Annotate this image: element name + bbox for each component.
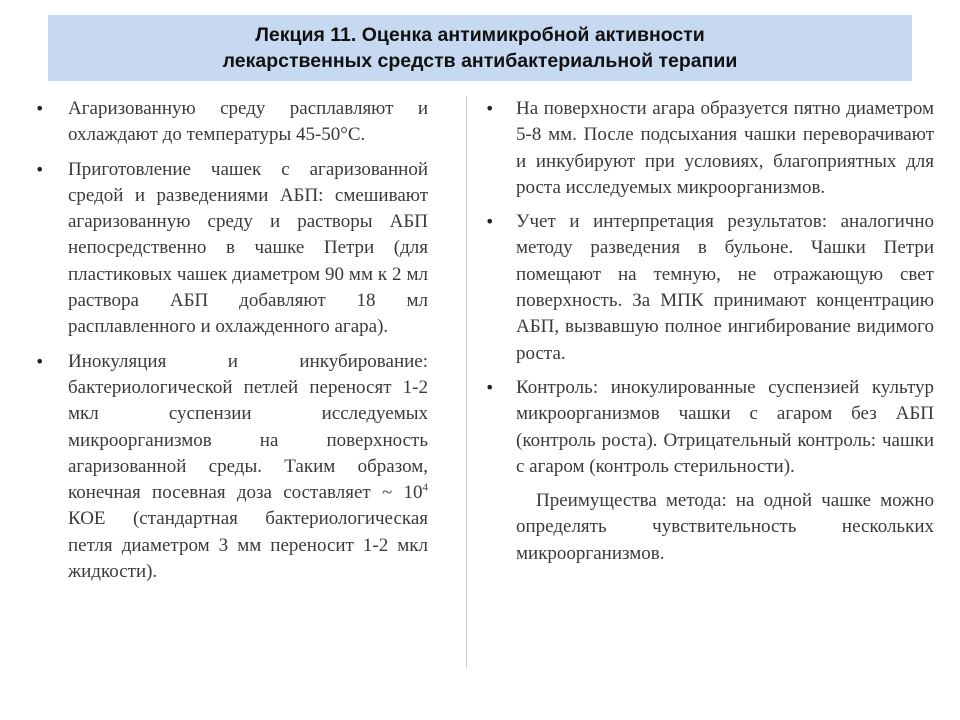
slide-title-line-2: лекарственных средств антибактериальной терапии	[222, 50, 738, 72]
bullet-item-melting	[32, 96, 428, 149]
right-column	[482, 96, 934, 567]
bullet-item-plate-preparation	[32, 157, 428, 341]
left-column	[32, 96, 428, 593]
bullet-item-inoculation	[32, 349, 428, 586]
method-advantages-paragraph: Преимущества метода: на одной чашке можно определять чувствительность нескольких микроорганизмов.	[516, 490, 934, 564]
bullet-item-results	[482, 209, 934, 367]
bullet-text: Учет и интерпретация результатов: аналогично методу разведения в бульоне. Чашки Петри помещают на темную, не отражающую свет поверхность. За МПК принимают концентрацию АБП, вызвавшую полное ингибирование видимого роста.	[516, 211, 934, 364]
dose-exponent: 4	[422, 481, 428, 494]
slide-title-line-1: Лекция 11. Оценка антимикробной активности	[255, 24, 705, 46]
bullet-marker: •	[35, 351, 45, 371]
bullet-text: Приготовление чашек с агаризованной средой и разведениями АБП: смешивают агаризованную среду и растворы АБП непосредственно в чашке Петри (для пластиковых чашек диаметром 90 мм к 2 мл раствора АБП добавляют 18 мл расплавленного и охлажденного агара).	[68, 158, 428, 338]
bullet-item-control	[482, 375, 934, 480]
bullet-marker: •	[485, 99, 495, 118]
bullet-marker: •	[35, 99, 45, 118]
bullet-text: Агаризованную среду расплавляют и охлаждают до температуры 45-50°С.	[68, 98, 428, 146]
inoculation-text-after: КОЕ (стандартная бактериологическая петля диаметром 3 мм переносит 1-2 мкл жидкости).	[68, 508, 428, 583]
bullet-text	[68, 349, 428, 586]
bullet-item-spot-incubation	[482, 96, 934, 201]
bullet-text: На поверхности агара образуется пятно диаметром 5-8 мм. После подсыхания чашки переворачивают и инкубируют при условиях, благоприятных для роста исследуемых микроорганизмов.	[516, 98, 934, 198]
bullet-text: Контроль: инокулированные суспензией культур микроорганизмов чашки с агаром без АБП (контроль роста). Отрицательный контроль: чашки с агаром (контроль стерильности).	[516, 376, 934, 477]
bullet-marker: •	[485, 212, 495, 232]
slide-title-banner	[48, 15, 912, 81]
bullet-marker: •	[35, 159, 45, 179]
bullet-marker: •	[485, 377, 495, 397]
column-divider	[466, 96, 467, 668]
inoculation-text-before: Инокуляция и инкубирование: бактериологической петлей переносят 1-2 мкл суспензии исследуемых микроорганизмов на поверхность агаризованной среды. Таким образом, конечная посевная доза составляет ~ 10	[68, 350, 428, 504]
